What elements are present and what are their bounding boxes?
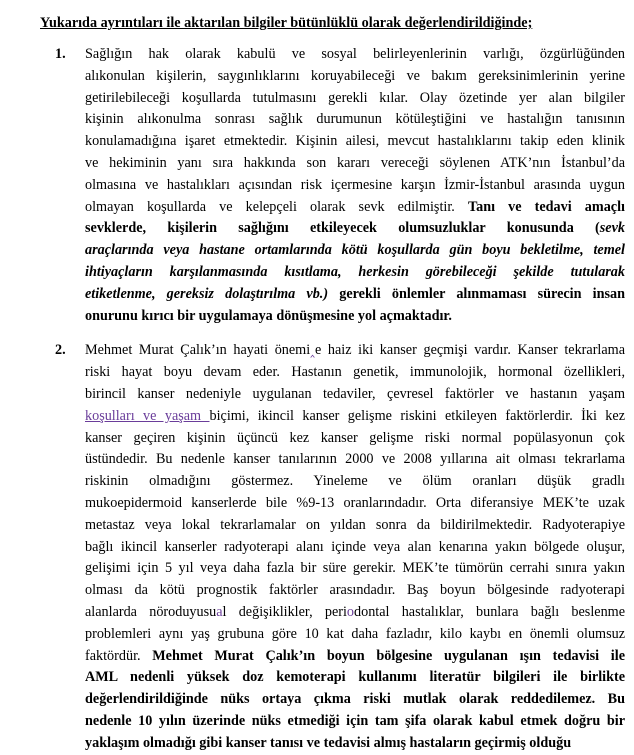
- text-run: riskinin olmadığını göstermez. Yineleme ve ölüm oranları düşük gradlı: [85, 473, 625, 490]
- text-run: onurunu kırıcı bir uygulamaya dönüşmesine yol açmaktadır.: [85, 307, 452, 324]
- text-line: [85, 340, 625, 362]
- text-line: [85, 66, 625, 88]
- text-line: [85, 471, 625, 493]
- text-run: AML nedenli yüksek doz kemoterapi kullanımı literatür bilgileri ile birlikte: [85, 669, 625, 686]
- text-run: Mehmet Murat Çalık’ın hayati önemi: [85, 342, 311, 359]
- text-run: sevklerde, kişilerin sağlığını etkileyecek olumsuzluklar konusunda (: [85, 220, 600, 237]
- text-run: biçimi, ikincil kanser gelişme riskini etkileyen faktörlerdir. İki kez: [209, 407, 625, 424]
- text-run: ve hekiminin yanı sıra hakkında son kararı vereceği söylenen ATK’nın İstanbul’da: [85, 154, 625, 171]
- text-line: [85, 624, 625, 646]
- item-number: 1.: [55, 46, 66, 62]
- text-run: problemleri aynı yaş grubuna göre 10 kat daha fazladır, kilo kaybı en önemli olumsuz: [85, 625, 625, 642]
- text-run: mukoepidermoid kanserlerde bile %9-13 oranlarındadır. Orta diferansiye MEK’te uzak: [85, 494, 625, 511]
- text-line: [85, 580, 625, 602]
- text-run: kişinin alıkonulma sonrası sağlık durumunun kötüleştiğini ve hastalığın tanısının: [85, 111, 625, 128]
- text-run: Tanı ve tedavi amaçlı: [467, 198, 625, 215]
- text-line: [85, 153, 625, 175]
- text-run: olmayan koşullarda ve kelepçeli olarak sevk edilmiştir.: [85, 198, 468, 215]
- text-run: üstündedir. Bu nedenle kanser tanılarının 2000 ve 2008 yıllarına ait olması tekrarlama: [85, 451, 625, 468]
- text-line: [85, 493, 625, 515]
- text-run: riski hayat boyu devam eder. Hastanın genetik, immunolojik, hormonal özellikleri,: [85, 364, 625, 381]
- text-run: e haiz iki kanser geçmişi vardır. Kanser tekrarlama: [314, 342, 626, 359]
- text-run: araçlarında veya hastane ortamlarında kötü koşullarda gün boyu bekletilme, temel: [85, 242, 625, 259]
- text-line: [85, 131, 625, 153]
- text-run: alanlarda nöroduyusu: [85, 603, 217, 620]
- item-paragraph: [85, 44, 625, 327]
- text-run: getirilebileceği koşullarda tutulmasını gerekli kılar. Olay özetinde yer alan bilgiler: [85, 89, 625, 106]
- text-line: [85, 406, 625, 428]
- text-run: etiketlenme, gereksiz dolaştırılma vb.): [85, 285, 329, 302]
- text-line: [85, 602, 625, 624]
- text-run: faktördür.: [85, 647, 153, 664]
- text-run: dontal hastalıklar, bunlara bağlı beslenme: [354, 603, 625, 620]
- text-run: sevk: [599, 220, 625, 237]
- text-line: [85, 428, 625, 450]
- paragraph-gap: [40, 327, 594, 340]
- text-run: metastaz veya lokal tekrarlamalar on yıldan sonra da bildirilmektedir. Radyoterapiye: [85, 516, 625, 533]
- text-run: yaklaşım olmadığı gibi kanser tanısı ve tedavisi almış hastaların geçirmiş olduğu: [85, 734, 572, 751]
- text-line: [85, 689, 625, 711]
- text-run: olması da kötü prognostik faktörler arasındadır. Baş boyun bölgesinde radyoterapi: [85, 582, 625, 599]
- text-line: [85, 384, 625, 406]
- edit-mark: a: [216, 603, 223, 620]
- text-run: bağlı ikincil kanserler radyoterapi alanı içinde veya alan kenarına yakın bölgede oluşur,: [85, 538, 625, 555]
- text-line: [85, 284, 625, 306]
- text-line: [85, 515, 625, 537]
- text-run: nedenle 10 yılın üzerinde nüks etmediği için tam şifa olarak kabul etmek doğru bir: [85, 712, 625, 729]
- text-line: [85, 362, 625, 384]
- text-line: [85, 197, 625, 219]
- hyperlink-text[interactable]: koşulları ve yaşam: [85, 407, 210, 424]
- list-item-2: [55, 340, 626, 754]
- text-line: [85, 109, 625, 131]
- text-run: değerlendirildiğinde nüks ortaya çıkma riski mutlak olarak reddedilemez. Bu: [85, 691, 625, 708]
- text-run: birincil kanser nedeniyle uygulanan tedaviler, çevresel faktörler ve hastanın yaşam: [85, 385, 625, 402]
- edit-mark: o: [346, 603, 355, 620]
- text-line: [85, 44, 625, 66]
- text-line: [85, 537, 625, 559]
- text-line: [85, 711, 625, 733]
- text-run: Mehmet Murat Çalık’ın boyun bölgesine uygulanan ışın tedavisi ile: [152, 647, 625, 664]
- text-line: [85, 646, 625, 668]
- text-line: [85, 306, 625, 328]
- text-line: [85, 240, 625, 262]
- section-heading: Yukarıda ayrıntıları ile aktarılan bilgiler bütünlüklü olarak değerlendirildiğinde;: [40, 15, 533, 31]
- text-line: [85, 262, 625, 284]
- list-item-1: [55, 44, 625, 327]
- item-paragraph: [85, 340, 625, 754]
- text-run: ihtiyaçların karşılanmasında kısıtlama, herkesin görebileceği şekilde tutularak: [85, 263, 625, 280]
- text-line: [85, 88, 625, 110]
- edit-mark: ‸: [310, 342, 315, 359]
- text-run: olmasına ve hastalıkları açısından risk içermesine karşın İzmir-İstanbul arasında uygun: [85, 176, 625, 193]
- text-run: Sağlığın hak olarak kabulü ve sosyal belirleyenlerinin varlığı, özgürlüğünden: [85, 46, 625, 62]
- text-run: kanser geçiren kişinin üçüncü kez kanser gelişme riski normal popülasyonun çok: [85, 429, 625, 446]
- text-line: [85, 667, 625, 689]
- text-line: [85, 449, 625, 471]
- text-run: gelişimi için 5 yıl veya daha fazla bir süre gerekir. MEK’te tümörün cerrahi sınıra yakın: [85, 560, 625, 577]
- text-run: l değişiklikler, peri: [222, 603, 347, 620]
- text-run: alıkonulan kişilerin, saygınlıklarını koruyabileceği ve bakım gereksinimlerinin yerine: [85, 67, 625, 84]
- text-line: [85, 175, 625, 197]
- text-line: [85, 733, 625, 755]
- text-line: [85, 218, 625, 240]
- text-run: konulamadığına işaret etmektedir. Kişinin ailesi, mevcut hastalıklarını takip eden klinik: [85, 133, 625, 150]
- text-line: [85, 558, 625, 580]
- item-number: 2.: [55, 342, 66, 359]
- text-run: gerekli önlemler alınmaması sürecin insan: [328, 285, 625, 302]
